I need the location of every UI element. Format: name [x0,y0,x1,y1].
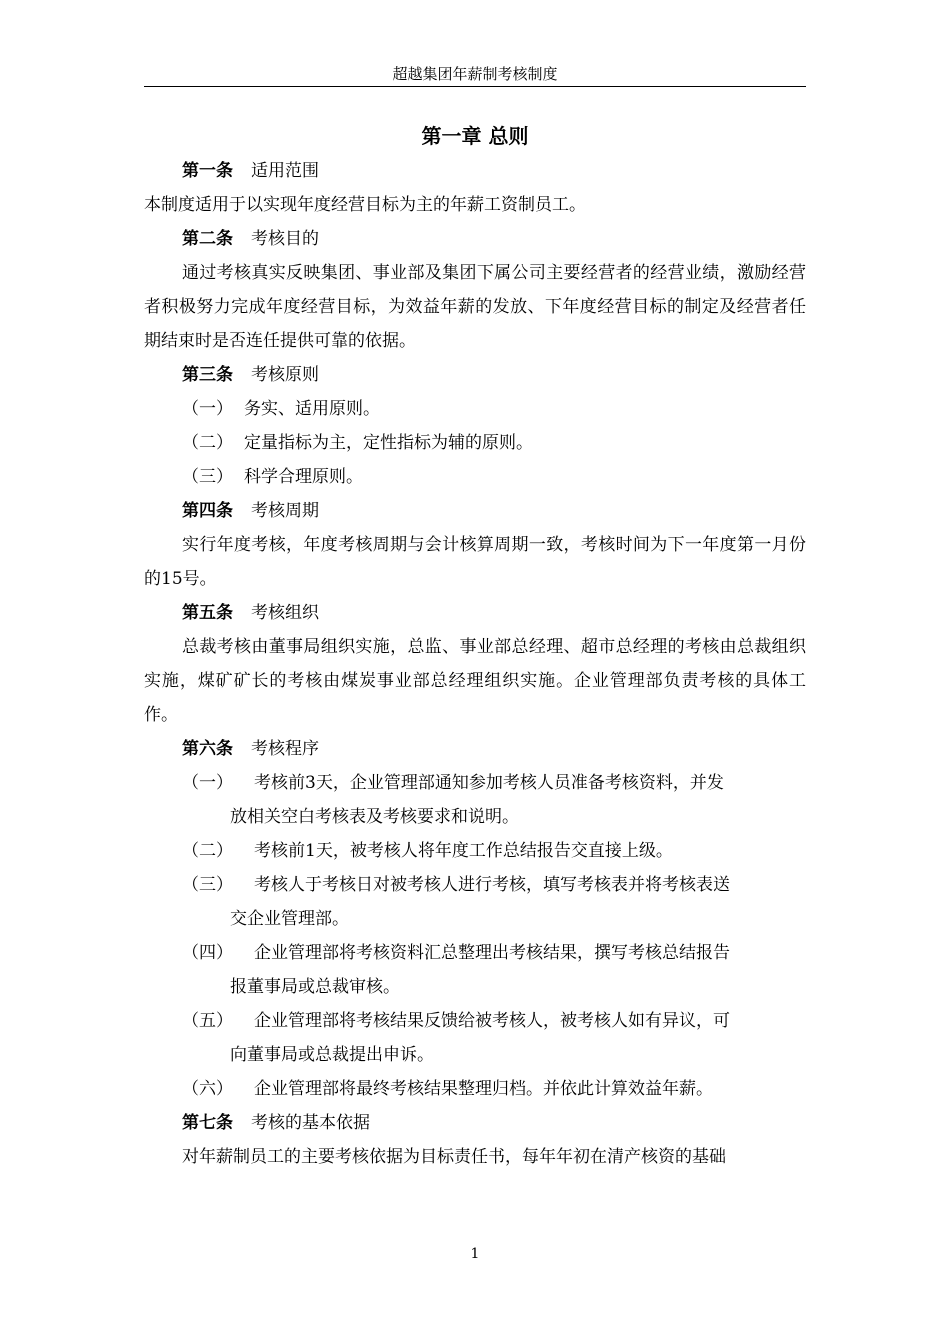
list-item-text: 定量指标为主，定性指标为辅的原则。 [244,433,533,453]
procedure-number: （三） [182,875,233,895]
procedure-number: （四） [182,943,233,963]
procedure-number: （六） [182,1079,233,1099]
procedure-text-continued: 报董事局或总裁审核。 [230,977,400,997]
article-number: 第六条 [182,739,233,759]
list-item-number: （一） [182,399,233,419]
procedure-item [144,1004,806,1072]
list-item-text: 务实、适用原则。 [244,399,380,419]
procedure-text-continued: 向董事局或总裁提出申诉。 [230,1045,434,1065]
list-item [144,460,806,494]
list-item [144,392,806,426]
article-heading [144,596,806,630]
article-title: 考核组织 [251,603,319,623]
procedure-number: （五） [182,1011,233,1031]
list-item [144,426,806,460]
procedure-text: 考核人于考核日对被考核人进行考核，填写考核表并将考核表送 [254,875,730,895]
procedure-item [144,766,806,834]
procedure-item [144,936,806,1004]
article-title: 适用范围 [251,161,319,181]
article-paragraph: 总裁考核由董事局组织实施，总监、事业部总经理、超市总经理的考核由总裁组织实施，煤矿矿长的考核由煤炭事业部总经理组织实施。企业管理部负责考核的具体工作。 [144,637,806,725]
procedure-number: （一） [182,773,233,793]
page-footer [0,1246,950,1262]
header-title: 超越集团年薪制考核制度 [392,65,558,83]
page-header [144,62,806,87]
list-item-text: 科学合理原则。 [244,467,363,487]
article-heading [144,732,806,766]
procedure-text-continued: 交企业管理部。 [230,909,349,929]
article-heading [144,494,806,528]
procedure-text: 企业管理部将最终考核结果整理归档。并依此计算效益年薪。 [254,1079,713,1099]
procedure-text-continued: 放相关空白考核表及考核要求和说明。 [230,807,519,827]
article-heading [144,358,806,392]
procedure-number: （二） [182,841,233,861]
procedure-text: 企业管理部将考核资料汇总整理出考核结果，撰写考核总结报告 [254,943,730,963]
document-body [144,118,806,1174]
article-number: 第三条 [182,365,233,385]
article-number: 第五条 [182,603,233,623]
procedure-item [144,1072,806,1106]
procedure-item [144,834,806,868]
article-title: 考核周期 [251,501,319,521]
page-number: 1 [470,1246,480,1262]
procedure-text: 考核前1天，被考核人将年度工作总结报告交直接上级。 [254,841,673,861]
article-title: 考核目的 [251,229,319,249]
article-number: 第一条 [182,161,233,181]
article-title: 考核的基本依据 [251,1113,370,1133]
article-paragraph: 本制度适用于以实现年度经营目标为主的年薪工资制员工。 [144,195,586,215]
article-heading [144,154,806,188]
article-number: 第七条 [182,1113,233,1133]
chapter-title: 第一章 总则 [421,124,529,148]
article-title: 考核原则 [251,365,319,385]
article-paragraph: 实行年度考核，年度考核周期与会计核算周期一致，考核时间为下一年度第一月份的15号。 [144,535,806,589]
article-number: 第四条 [182,501,233,521]
article-title: 考核程序 [251,739,319,759]
procedure-text: 企业管理部将考核结果反馈给被考核人，被考核人如有异议，可 [254,1011,730,1031]
procedure-item [144,868,806,936]
list-item-number: （三） [182,467,233,487]
list-item-number: （二） [182,433,233,453]
article-paragraph: 对年薪制员工的主要考核依据为目标责任书，每年年初在清产核资的基础 [182,1147,726,1167]
article-number: 第二条 [182,229,233,249]
procedure-text: 考核前3天，企业管理部通知参加考核人员准备考核资料，并发 [254,773,724,793]
article-heading [144,222,806,256]
article-paragraph: 通过考核真实反映集团、事业部及集团下属公司主要经营者的经营业绩，激励经营者积极努力完成年度经营目标，为效益年薪的发放、下年度经营目标的制定及经营者任期结束时是否连任提供可靠的依据。 [144,263,806,351]
article-heading [144,1106,806,1140]
